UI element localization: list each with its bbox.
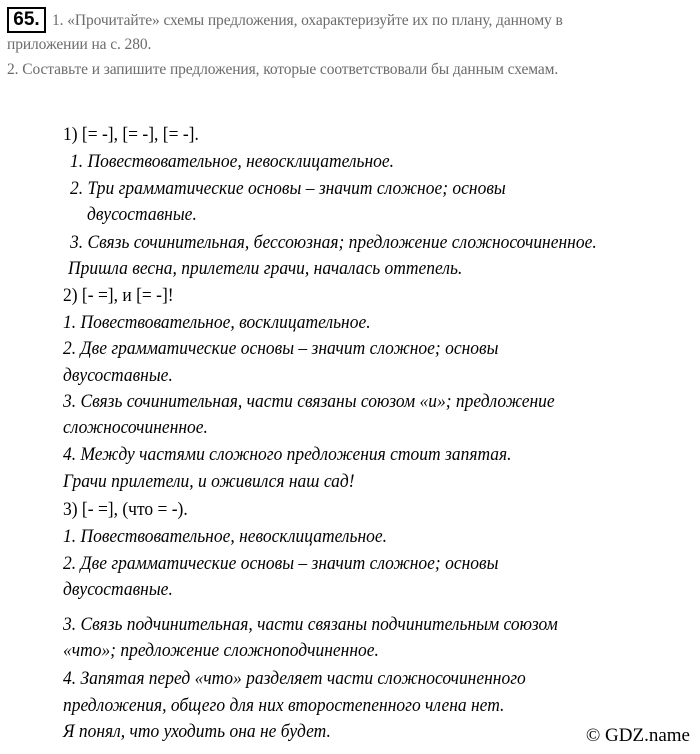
answer-3-line-1: 1. Повествовательное, невосклицательное. (63, 526, 388, 547)
task-line-2: приложении на с. 280. (7, 36, 152, 53)
answer-2-line-5: сложносочиненное. (63, 417, 208, 438)
schema-3: 3) [- =], (что = -). (63, 499, 188, 520)
example-sentence-3: Я понял, что уходить она не будет. (63, 721, 331, 742)
answer-3-line-5: «что»; предложение сложноподчиненное. (63, 640, 379, 661)
answer-2-line-6: 4. Между частями сложного предложения стоит запятая. (63, 444, 512, 465)
answer-3-line-4: 3. Связь подчинительная, части связаны подчинительным союзом (63, 614, 558, 635)
task-line-1: 1. «Прочитайте» схемы предложения, охарактеризуйте их по плану, данному в (52, 12, 563, 29)
schema-2: 2) [- =], и [= -]! (63, 285, 174, 306)
answer-1-line-4: 3. Связь сочинительная, бессоюзная; предложение сложносочиненное. (70, 232, 597, 253)
watermark-copyright: © GDZ.name (585, 725, 690, 746)
example-sentence-2: Грачи прилетели, и оживился наш сад! (63, 471, 355, 492)
answer-3-line-3: двусоставные. (63, 579, 173, 600)
example-sentence-1: Пришла весна, прилетели грачи, началась оттепель. (68, 258, 463, 279)
answer-2-line-4: 3. Связь сочинительная, части связаны союзом «и»; предложение (63, 391, 555, 412)
answer-2-line-3: двусоставные. (63, 365, 173, 386)
exercise-number-badge: 65. (7, 7, 46, 33)
answer-2-line-2: 2. Две грамматические основы – значит сложное; основы (63, 338, 499, 359)
answer-3-line-2: 2. Две грамматические основы – значит сложное; основы (63, 553, 499, 574)
answer-2-line-1: 1. Повествовательное, восклицательное. (63, 312, 371, 333)
answer-3-line-7: предложения, общего для них второстепенного члена нет. (63, 695, 505, 716)
answer-1-line-1: 1. Повествовательное, невосклицательное. (70, 151, 395, 172)
answer-1-line-3: двусоставные. (87, 204, 197, 225)
answer-3-line-6: 4. Запятая перед «что» разделяет части сложносочиненного (63, 668, 526, 689)
schema-1: 1) [= -], [= -], [= -]. (63, 124, 199, 145)
task-line-3: 2. Составьте и запишите предложения, которые соответствовали бы данным схемам. (7, 61, 559, 78)
answer-1-line-2: 2. Три грамматические основы – значит сложное; основы (70, 178, 506, 199)
